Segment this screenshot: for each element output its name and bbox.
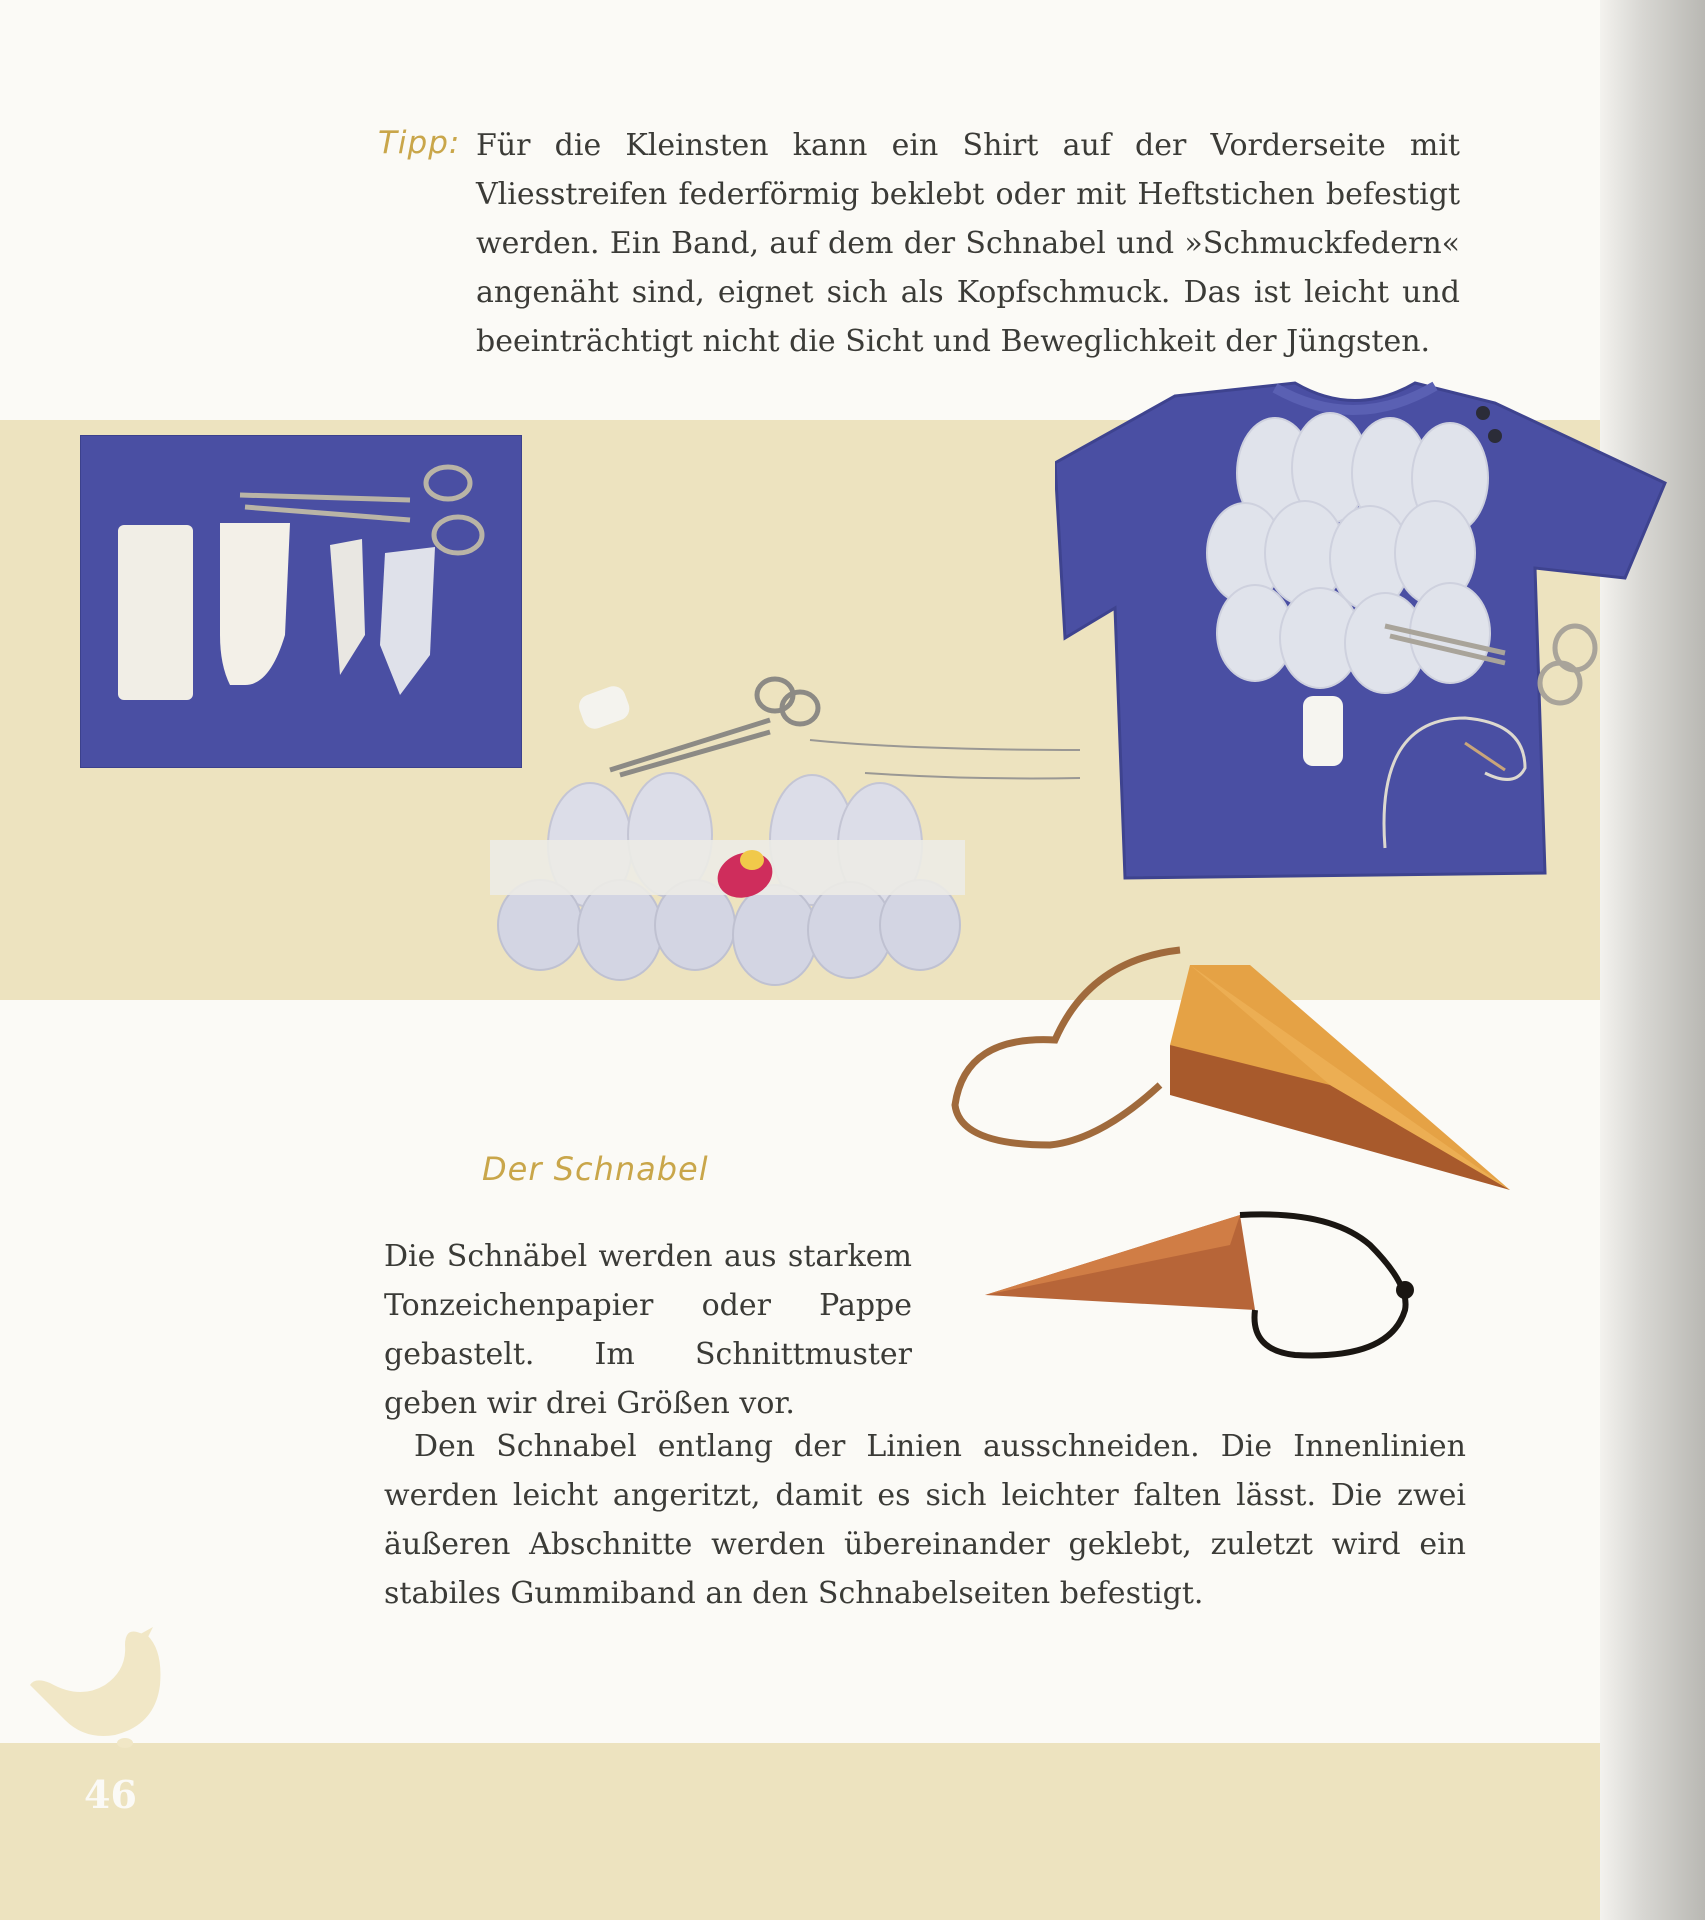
paragraph-intro: Die Schnäbel werden aus starkem Tonzeichenpapier oder Pappe gebastelt. Im Schnittmuster geben wir drei Größen vor.	[384, 1239, 912, 1421]
tip-label: Tipp:	[378, 125, 461, 161]
footer-band	[0, 1743, 1600, 1920]
paragraph-instructions: Den Schnabel entlang der Linien ausschneiden. Die Innenlinien werden leicht angeritzt, damit es sich leichter falten lässt. Die zwei äußeren Abschnitte werden übereinander geklebt, zuletzt wird ein stabiles Gummiband an den Schnabelseiten befestigt.	[384, 1429, 1466, 1611]
photo-beaks	[950, 945, 1520, 1375]
tip-text: Für die Kleinsten kann ein Shirt auf der Vorderseite mit Vliesstreifen federförmig beklebt oder mit Heftstichen befestigt werden. Ein Band, auf dem der Schnabel und »Schmuckfedern« angenäht sind, eignet sich als Kopfschmuck. Das ist leicht und beeinträchtigt nicht die Sicht und Beweglichkeit der Jüngsten.	[476, 128, 1460, 359]
page-gutter-shadow	[1600, 0, 1705, 1920]
section-heading: Der Schnabel	[482, 1150, 709, 1188]
photo-materials	[80, 435, 522, 768]
bird-icon	[25, 1625, 165, 1750]
photo-tshirt	[1055, 378, 1675, 893]
page-number: 46	[84, 1772, 137, 1817]
